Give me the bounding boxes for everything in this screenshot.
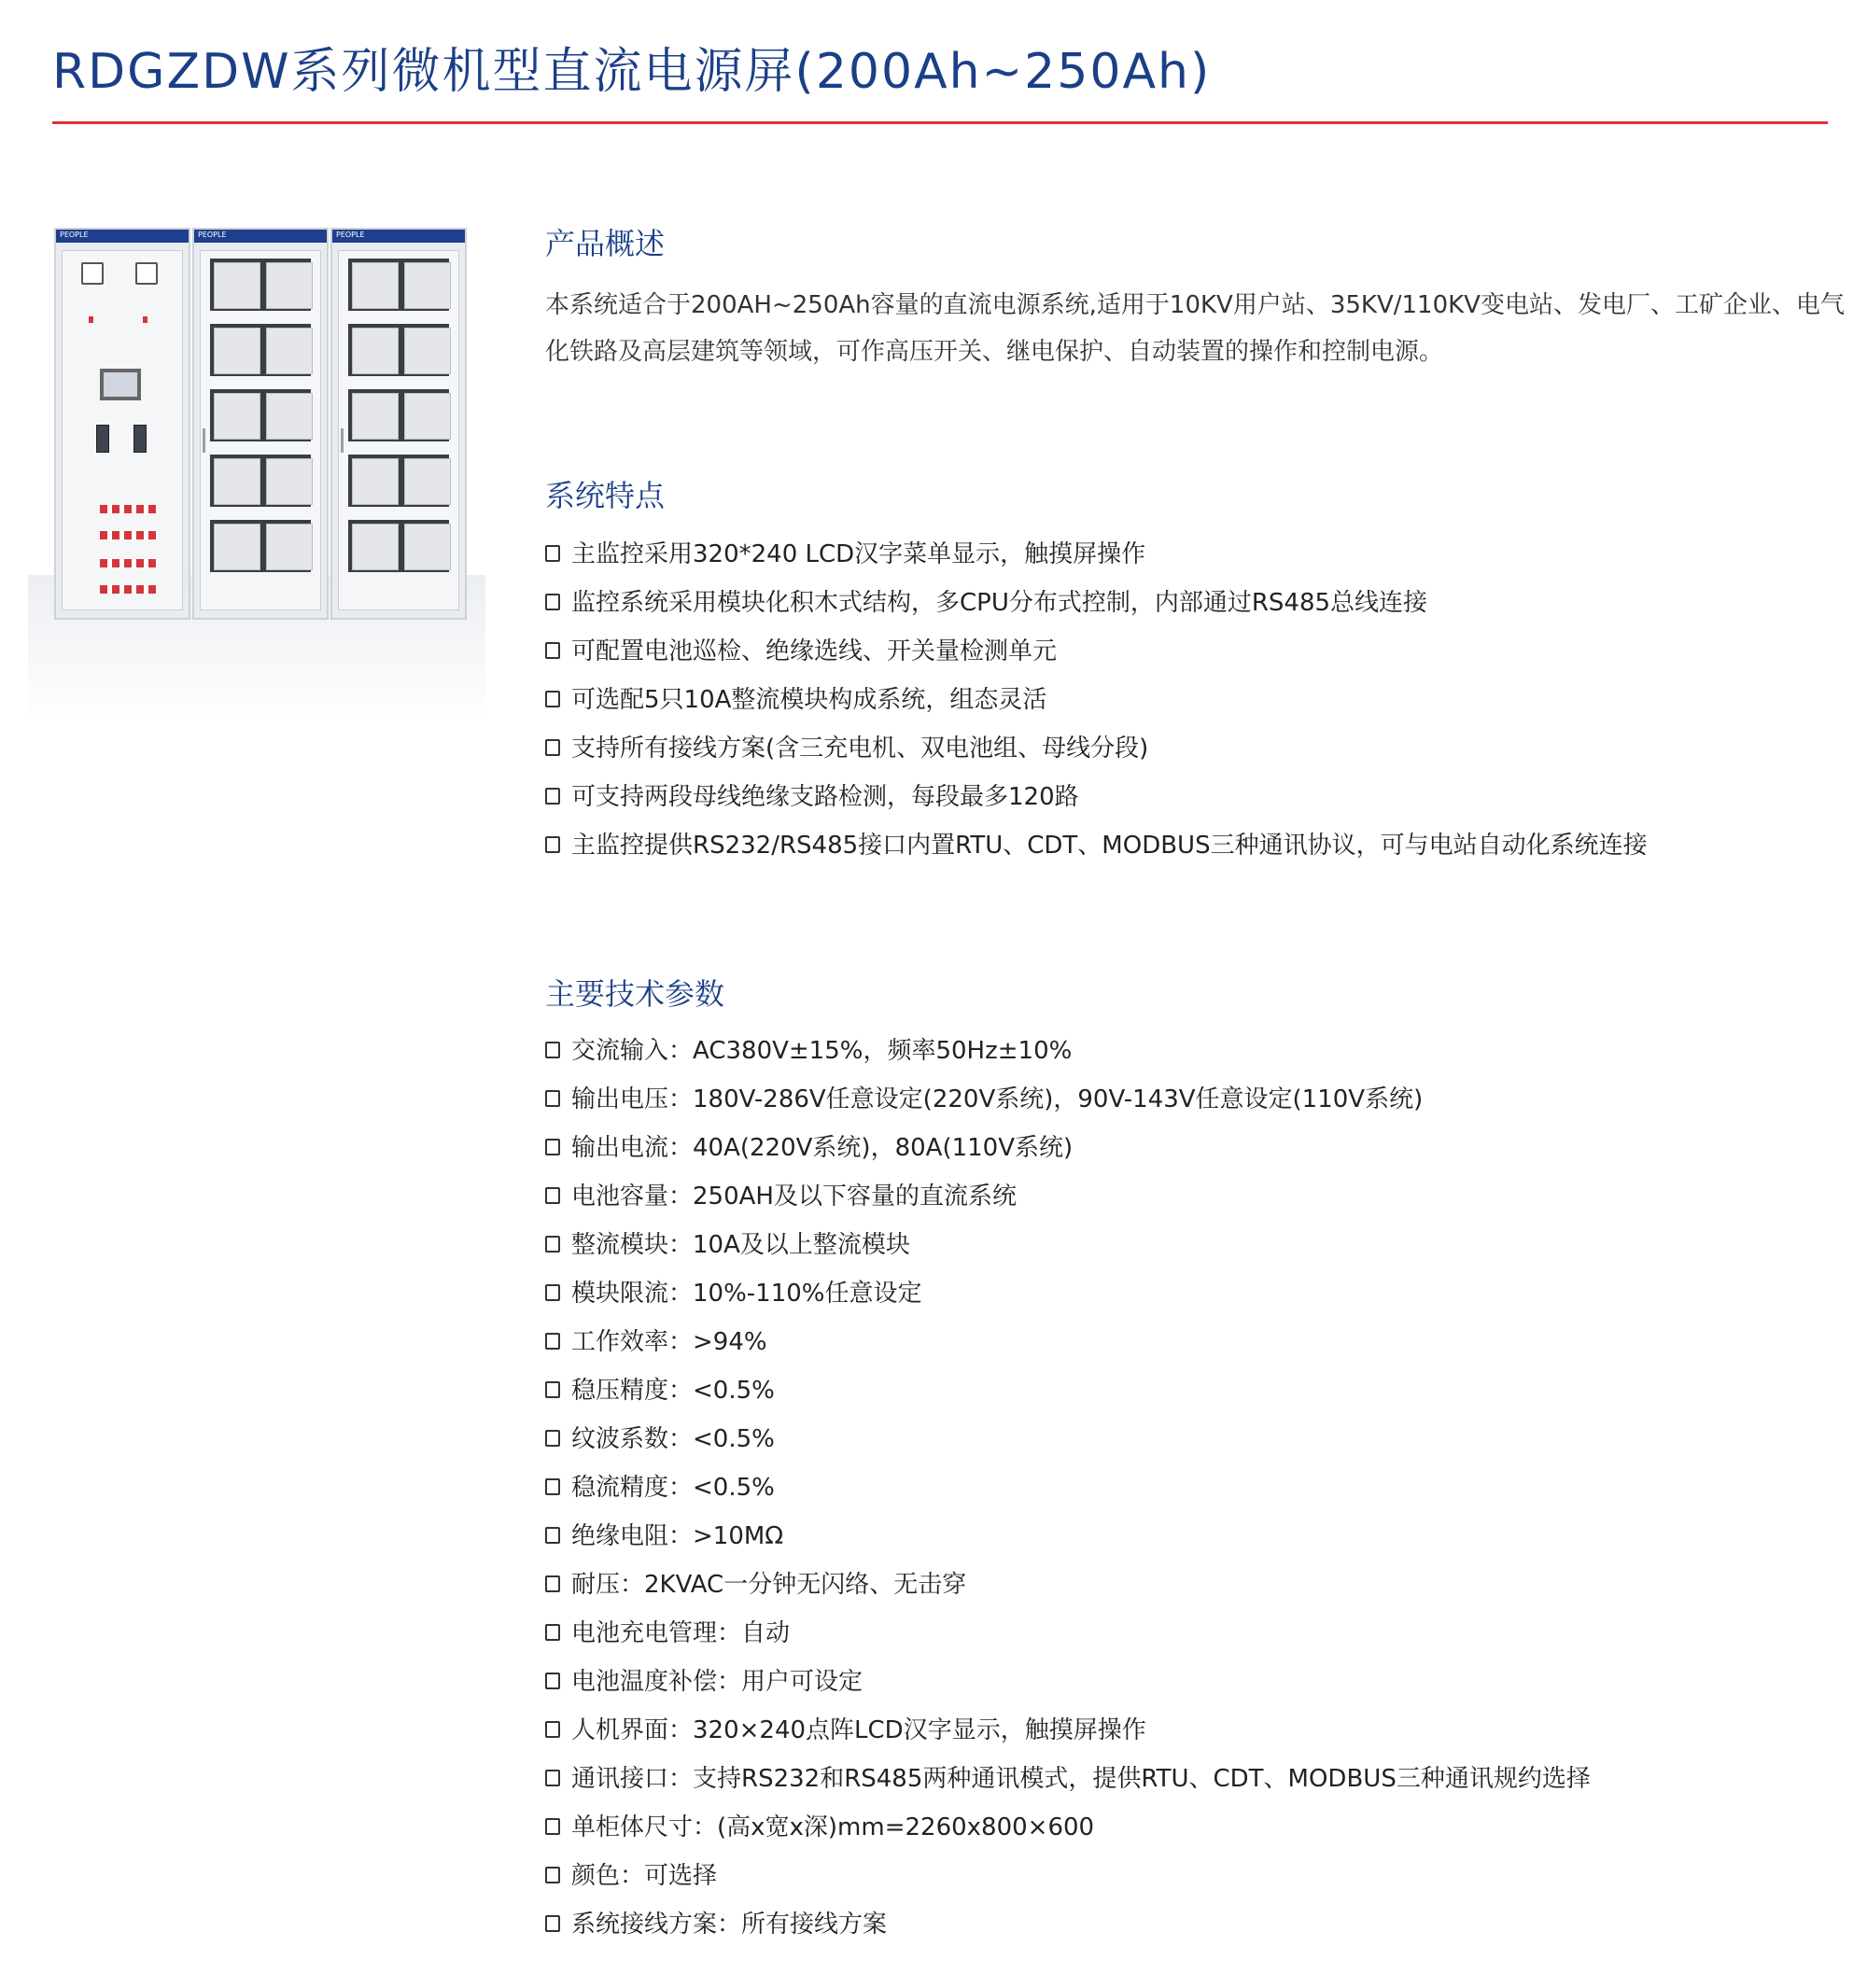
features-heading: 系统特点	[545, 478, 666, 513]
param-text: 稳流精度：<0.5%	[571, 1474, 775, 1502]
parameters-heading: 主要技术参数	[545, 976, 725, 1012]
list-item	[545, 1415, 1591, 1463]
breaker-icon	[96, 425, 109, 453]
feature-text: 主监控提供RS232/RS485接口内置RTU、CDT、MODBUS三种通讯协议，可与电站自动化系统连接	[571, 832, 1648, 860]
param-text: 交流输入：AC380V±15%，频率50Hz±10%	[571, 1037, 1073, 1065]
cabinet-brand-label: PEOPLE	[198, 231, 227, 239]
param-text: 输出电流：40A(220V系统)，80A(110V系统)	[571, 1134, 1074, 1162]
battery-shelf	[348, 455, 449, 507]
square-bullet-icon	[545, 1187, 560, 1204]
param-text: 电池容量：250AH及以下容量的直流系统	[571, 1183, 1017, 1211]
param-text: 耐压：2KVAC一分钟无闪络、无击穿	[571, 1571, 967, 1599]
list-item	[545, 1463, 1591, 1512]
battery-shelf	[348, 389, 449, 441]
battery-shelf	[348, 259, 449, 311]
param-text: 颜色：可选择	[571, 1862, 718, 1890]
meter-icon	[81, 262, 104, 285]
list-item	[545, 1803, 1591, 1852]
parameters-list	[545, 1027, 1591, 1949]
square-bullet-icon	[545, 1139, 560, 1155]
param-text: 稳压精度：<0.5%	[571, 1377, 775, 1405]
indicator-lamp-icon	[89, 316, 93, 323]
lcd-screen-icon	[100, 369, 141, 400]
param-text: 单柜体尺寸：(高x宽x深)mm=2260x800×600	[571, 1813, 1095, 1841]
overview-heading: 产品概述	[545, 226, 666, 261]
switch-row-icon	[100, 505, 158, 513]
door-handle-icon	[341, 428, 344, 453]
switch-row-icon	[100, 559, 158, 567]
battery-shelf	[210, 520, 311, 572]
battery-shelf	[210, 259, 311, 311]
square-bullet-icon	[545, 1430, 560, 1447]
title-divider	[52, 121, 1828, 124]
list-item	[545, 579, 1648, 627]
feature-text: 可支持两段母线绝缘支路检测，每段最多120路	[571, 783, 1079, 811]
list-item	[545, 1221, 1591, 1269]
square-bullet-icon	[545, 1236, 560, 1253]
param-text: 绝缘电阻：>10MΩ	[571, 1522, 784, 1550]
list-item	[545, 1027, 1591, 1075]
square-bullet-icon	[545, 642, 560, 659]
param-text: 整流模块：10A及以上整流模块	[571, 1231, 910, 1259]
list-item	[545, 1561, 1591, 1609]
list-item	[545, 1609, 1591, 1658]
feature-text: 可选配5只10A整流模块构成系统，组态灵活	[571, 686, 1047, 714]
list-item	[545, 1124, 1591, 1172]
param-text: 通讯接口：支持RS232和RS485两种通讯模式，提供RTU、CDT、MODBUS三种通讯规约选择	[571, 1765, 1591, 1793]
list-item	[545, 1658, 1591, 1706]
square-bullet-icon	[545, 594, 560, 610]
breaker-icon	[133, 425, 147, 453]
square-bullet-icon	[545, 545, 560, 562]
square-bullet-icon	[545, 1624, 560, 1641]
list-item	[545, 1852, 1591, 1900]
cabinet-door	[200, 250, 321, 610]
list-item	[545, 821, 1648, 870]
square-bullet-icon	[545, 1770, 560, 1786]
cabinet-door	[62, 250, 183, 610]
square-bullet-icon	[545, 1333, 560, 1350]
list-item	[545, 1706, 1591, 1755]
battery-cabinet	[192, 228, 329, 620]
battery-shelf	[210, 455, 311, 507]
feature-text: 主监控采用320*240 LCD汉字菜单显示，触摸屏操作	[571, 540, 1146, 568]
square-bullet-icon	[545, 1915, 560, 1932]
list-item	[545, 1512, 1591, 1561]
square-bullet-icon	[545, 1527, 560, 1544]
square-bullet-icon	[545, 1673, 560, 1689]
square-bullet-icon	[545, 836, 560, 853]
meter-icon	[135, 262, 158, 285]
square-bullet-icon	[545, 1575, 560, 1592]
param-text: 人机界面：320×240点阵LCD汉字显示，触摸屏操作	[571, 1716, 1146, 1744]
list-item	[545, 1318, 1591, 1366]
cabinet-header	[56, 230, 189, 243]
cabinet-brand-label: PEOPLE	[60, 231, 89, 239]
param-text: 输出电压：180V-286V任意设定(220V系统)，90V-143V任意设定(110V系统)	[571, 1085, 1424, 1113]
square-bullet-icon	[545, 691, 560, 707]
list-item	[545, 1269, 1591, 1318]
param-text: 工作效率：>94%	[571, 1328, 767, 1356]
battery-shelf	[210, 324, 311, 376]
square-bullet-icon	[545, 1721, 560, 1738]
cabinet-brand-label: PEOPLE	[336, 231, 365, 239]
list-item	[545, 1172, 1591, 1221]
door-handle-icon	[203, 428, 205, 453]
product-image	[28, 220, 485, 724]
indicator-lamp-icon	[143, 316, 147, 323]
list-item	[545, 676, 1648, 724]
battery-shelf	[348, 324, 449, 376]
param-text: 电池充电管理：自动	[571, 1619, 791, 1647]
cabinet-header	[332, 230, 465, 243]
features-list	[545, 530, 1648, 870]
square-bullet-icon	[545, 1090, 560, 1107]
battery-shelf	[348, 520, 449, 572]
switch-row-icon	[100, 531, 158, 539]
feature-text: 监控系统采用模块化积木式结构，多CPU分布式控制，内部通过RS485总线连接	[571, 589, 1428, 617]
list-item	[545, 530, 1648, 579]
switch-row-icon	[100, 585, 158, 594]
cabinet-header	[194, 230, 327, 243]
param-text: 模块限流：10%-110%任意设定	[571, 1280, 922, 1308]
list-item	[545, 724, 1648, 773]
param-text: 系统接线方案：所有接线方案	[571, 1911, 888, 1939]
feature-text: 可配置电池巡检、绝缘选线、开关量检测单元	[571, 637, 1058, 665]
overview-text: 本系统适合于200AH~250Ah容量的直流电源系统,适用于10KV用户站、35KV/110KV变电站、发电厂、工矿企业、电气化铁路及高层建筑等领域，可作高压开关、继电保护、自动装置的操作和控制电源。	[545, 291, 1845, 366]
square-bullet-icon	[545, 1478, 560, 1495]
battery-shelf	[210, 389, 311, 441]
page-title: RDGZDW系列微机型直流电源屏(200Ah~250Ah)	[52, 44, 1212, 100]
param-text: 纹波系数：<0.5%	[571, 1425, 775, 1453]
square-bullet-icon	[545, 1284, 560, 1301]
cabinet-door	[338, 250, 459, 610]
list-item	[545, 1075, 1591, 1124]
list-item	[545, 627, 1648, 676]
square-bullet-icon	[545, 1867, 560, 1883]
feature-text: 支持所有接线方案(含三充电机、双电池组、母线分段)	[571, 735, 1149, 763]
control-cabinet	[54, 228, 190, 620]
battery-cabinet	[330, 228, 467, 620]
square-bullet-icon	[545, 739, 560, 756]
list-item	[545, 1366, 1591, 1415]
square-bullet-icon	[545, 1042, 560, 1058]
list-item	[545, 1900, 1591, 1949]
param-text: 电池温度补偿：用户可设定	[571, 1668, 863, 1696]
square-bullet-icon	[545, 788, 560, 805]
square-bullet-icon	[545, 1381, 560, 1398]
list-item	[545, 1755, 1591, 1803]
square-bullet-icon	[545, 1818, 560, 1835]
list-item	[545, 773, 1648, 821]
